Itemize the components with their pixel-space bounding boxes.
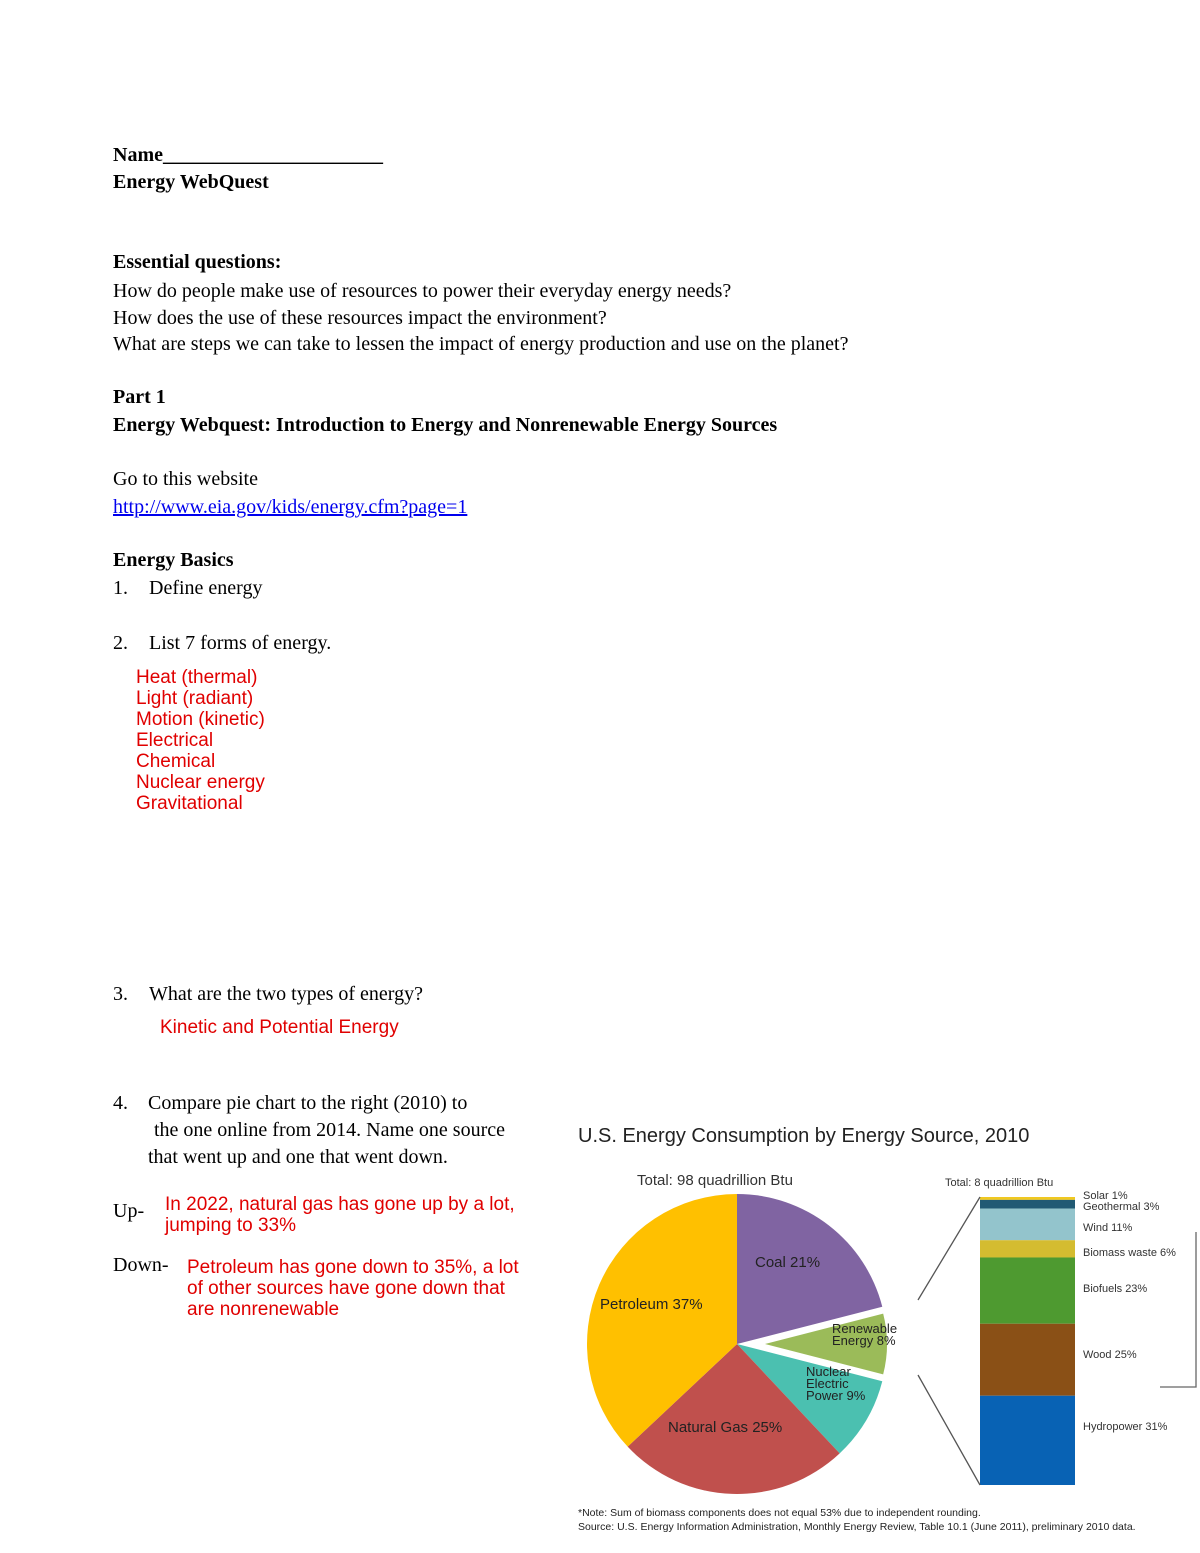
pie-label: Coal 21% (755, 1254, 821, 1271)
q4-line: the one online from 2014. Name one source (154, 1119, 506, 1141)
up-label: Up- (113, 1200, 145, 1222)
part-heading: Part 1 (113, 386, 166, 408)
chart-title: U.S. Energy Consumption by Energy Source, 2010 (578, 1125, 1030, 1147)
answer-line: In 2022, natural gas has gone up by a lot, (165, 1194, 515, 1215)
connector-line (918, 1197, 980, 1300)
bar-label: Wood 25% (1083, 1349, 1137, 1361)
q4-number: 4. (113, 1092, 128, 1114)
part-subtitle: Energy Webquest: Introduction to Energy and Nonrenewable Energy Sources (113, 414, 778, 436)
q2-text: List 7 forms of energy. (149, 632, 332, 654)
question-line: How does the use of these resources impact the environment? (113, 307, 607, 329)
goto-text: Go to this website (113, 468, 258, 490)
q4-line: that went up and one that went down. (148, 1146, 448, 1168)
pie-label: Petroleum 37% (600, 1296, 703, 1313)
answer-item: Light (radiant) (136, 688, 254, 709)
q3-answer: Kinetic and Potential Energy (160, 1017, 399, 1038)
question-line: What are steps we can take to lessen the impact of energy production and use on the planet? (113, 333, 849, 355)
connector-line (918, 1375, 980, 1485)
document-title: Energy WebQuest (113, 171, 269, 193)
bar-segment (980, 1396, 1075, 1485)
answer-item: Motion (kinetic) (136, 709, 265, 730)
bar-segment (980, 1257, 1075, 1323)
answer-item: Chemical (136, 751, 216, 772)
answer-line: jumping to 33% (165, 1215, 296, 1236)
bar-total: Total: 8 quadrillion Btu (945, 1177, 1054, 1189)
pie-label: Nuclear (806, 1364, 851, 1379)
answer-item: Electrical (136, 730, 214, 751)
pie-label: Electric (806, 1376, 849, 1391)
chart-note: *Note: Sum of biomass components does not equal 53% due to independent rounding. (578, 1507, 981, 1519)
pie-label: Renewable (832, 1321, 898, 1336)
name-field-label: Name______________________ (113, 144, 383, 166)
answer-line: are nonrenewable (187, 1299, 340, 1320)
q1-text: Define energy (149, 577, 263, 599)
bar-label: Hydropower 31% (1083, 1421, 1168, 1433)
bar-segment (980, 1240, 1075, 1257)
bar-segment (980, 1200, 1075, 1209)
answer-item: Gravitational (136, 793, 243, 814)
pie-total: Total: 98 quadrillion Btu (637, 1172, 793, 1189)
bar-segment (980, 1209, 1075, 1241)
energy-basics-heading: Energy Basics (113, 549, 234, 571)
answer-line: Petroleum has gone down to 35%, a lot (187, 1257, 519, 1278)
answer-item: Nuclear energy (136, 772, 265, 793)
bar-segment (980, 1197, 1075, 1200)
answer-line: of other sources have gone down that (187, 1278, 505, 1299)
bar-label: Biofuels 23% (1083, 1283, 1148, 1295)
q1-number: 1. (113, 577, 128, 599)
bar-label: Wind 11% (1083, 1222, 1133, 1234)
essential-heading: Essential questions: (113, 251, 282, 273)
bar-label: Solar 1% (1083, 1190, 1128, 1202)
q2-number: 2. (113, 632, 128, 654)
pie-label: Energy 8% (832, 1333, 896, 1348)
question-line: How do people make use of resources to power their everyday energy needs? (113, 280, 732, 302)
bar-label: Biomass waste 6% (1083, 1247, 1176, 1259)
chart-source: Source: U.S. Energy Information Administration, Monthly Energy Review, Table 10.1 (June 2011), preliminary 2010 data. (578, 1521, 1136, 1533)
bar-segment (980, 1324, 1075, 1396)
pie-label: Power 9% (806, 1388, 866, 1403)
q3-number: 3. (113, 983, 128, 1005)
answer-item: Heat (thermal) (136, 667, 258, 688)
q3-text: What are the two types of energy? (149, 983, 423, 1005)
down-label: Down- (113, 1254, 169, 1276)
website-link[interactable]: http://www.eia.gov/kids/energy.cfm?page=1 (113, 496, 468, 518)
pie-label: Natural Gas 25% (668, 1419, 783, 1436)
q4-line: Compare pie chart to the right (2010) to (148, 1092, 468, 1114)
bar-label: Geothermal 3% (1083, 1201, 1160, 1213)
